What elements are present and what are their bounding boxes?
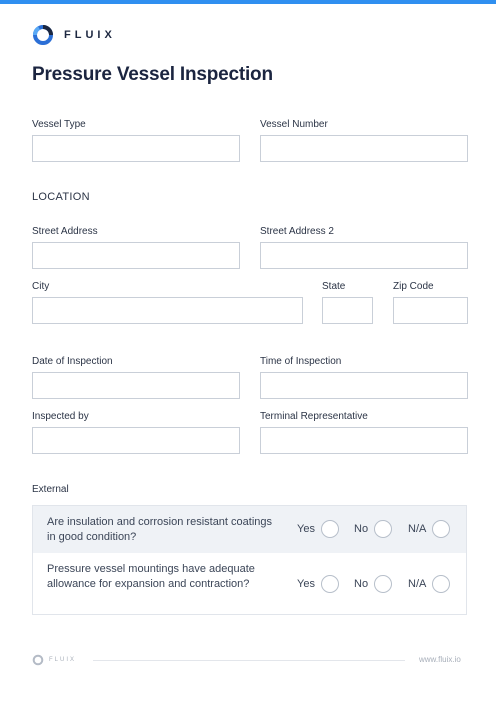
location-section-heading: LOCATION: [32, 191, 90, 203]
state-label: State: [322, 281, 346, 292]
city-label: City: [32, 281, 50, 292]
option-yes[interactable]: [297, 520, 339, 538]
question-row: [33, 506, 466, 553]
state-field[interactable]: [322, 297, 373, 324]
option-no-label: No: [354, 578, 369, 590]
footer-logo-icon: [32, 654, 44, 666]
vessel-number-field[interactable]: [260, 135, 468, 162]
option-na-label: N/A: [408, 578, 427, 590]
option-no[interactable]: [354, 520, 392, 538]
yes-radio[interactable]: [321, 575, 339, 593]
option-yes[interactable]: [297, 575, 339, 593]
no-radio[interactable]: [374, 520, 392, 538]
street-address-field[interactable]: [32, 242, 240, 269]
city-field[interactable]: [32, 297, 303, 324]
option-na[interactable]: [408, 520, 450, 538]
footer-logo: [32, 654, 76, 666]
logo-wordmark: FLUIX: [64, 29, 116, 41]
top-accent-bar: [0, 0, 496, 4]
footer-wordmark: FLUIX: [49, 657, 77, 663]
footer-divider: [93, 660, 405, 661]
yes-radio[interactable]: [321, 520, 339, 538]
street-address-2-field[interactable]: [260, 242, 468, 269]
street-address-label: Street Address: [32, 226, 98, 237]
street-address-2-label: Street Address 2: [260, 226, 334, 237]
no-radio[interactable]: [374, 575, 392, 593]
terminal-representative-label: Terminal Representative: [260, 411, 368, 422]
na-radio[interactable]: [432, 575, 450, 593]
date-of-inspection-label: Date of Inspection: [32, 356, 113, 367]
inspection-questions-table: [32, 505, 467, 615]
inspected-by-label: Inspected by: [32, 411, 89, 422]
inspected-by-field[interactable]: [32, 427, 240, 454]
footer-url: www.fluix.io: [419, 655, 461, 664]
zip-code-label: Zip Code: [393, 281, 434, 292]
zip-code-field[interactable]: [393, 297, 468, 324]
option-yes-label: Yes: [297, 578, 315, 590]
date-of-inspection-field[interactable]: [32, 372, 240, 399]
question-text: Pressure vessel mountings have adequate allowance for expansion and contraction?: [47, 563, 255, 590]
option-no[interactable]: [354, 575, 392, 593]
option-yes-label: Yes: [297, 523, 315, 535]
time-of-inspection-label: Time of Inspection: [260, 356, 342, 367]
fluix-logo-icon: [32, 24, 54, 46]
question-row: [33, 553, 466, 614]
na-radio[interactable]: [432, 520, 450, 538]
question-text: Are insulation and corrosion resistant coatings in good condition?: [47, 516, 273, 543]
fluix-logo: [32, 24, 116, 46]
vessel-number-label: Vessel Number: [260, 119, 328, 130]
option-na-label: N/A: [408, 523, 427, 535]
vessel-type-label: Vessel Type: [32, 119, 86, 130]
external-section-heading: External: [32, 484, 69, 495]
time-of-inspection-field[interactable]: [260, 372, 468, 399]
vessel-type-field[interactable]: [32, 135, 240, 162]
page-title: Pressure Vessel Inspection: [32, 64, 273, 85]
option-na[interactable]: [408, 575, 450, 593]
terminal-representative-field[interactable]: [260, 427, 468, 454]
option-no-label: No: [354, 523, 369, 535]
